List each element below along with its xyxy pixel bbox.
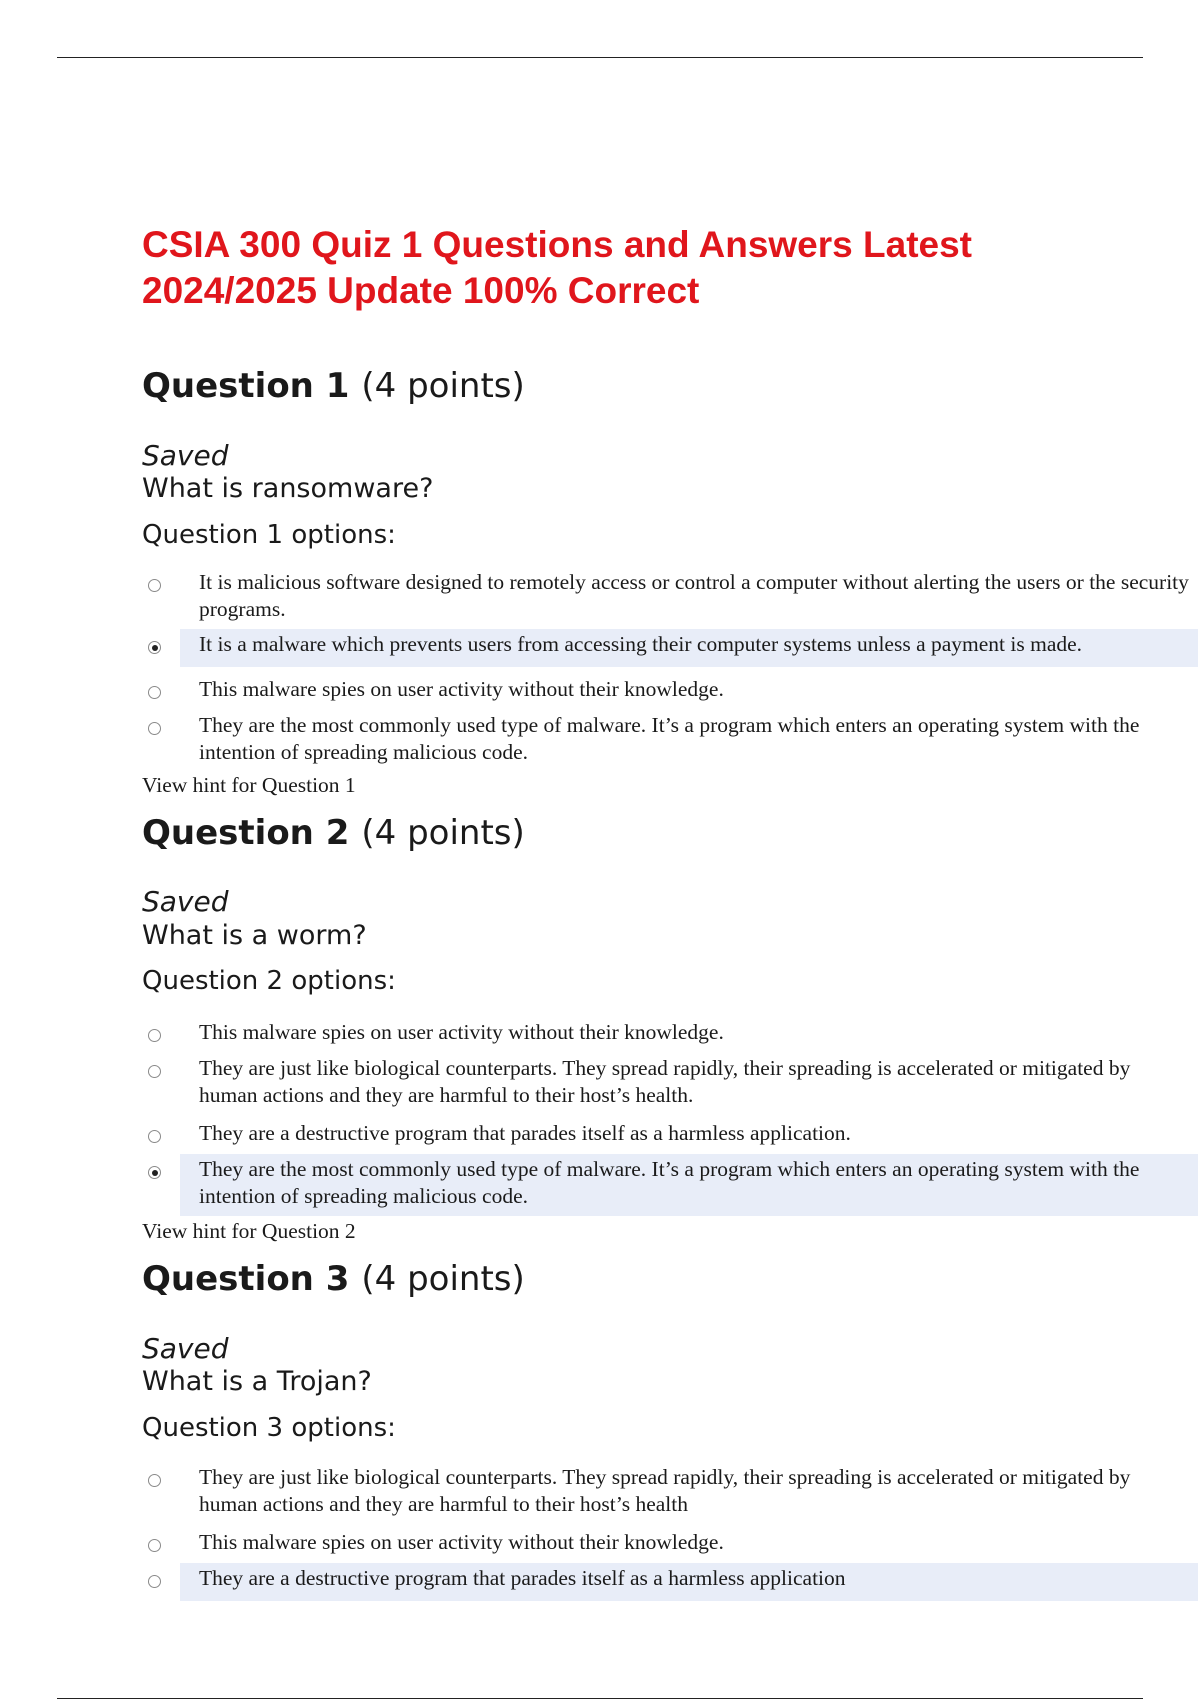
question-3-saved-status: Saved bbox=[142, 1332, 229, 1365]
radio-button[interactable] bbox=[148, 1029, 161, 1042]
question-3-option-1[interactable] bbox=[142, 1462, 1198, 1520]
option-text: It is a malware which prevents users from accessing their computer systems unless a payment is made. bbox=[199, 632, 1083, 656]
radio-cell bbox=[142, 1154, 180, 1216]
option-text: They are a destructive program that parades itself as a harmless application bbox=[199, 1566, 846, 1590]
question-1-heading bbox=[142, 366, 525, 406]
option-text: They are the most commonly used type of malware. It’s a program which enters an operating system with the intention of spreading malicious code. bbox=[199, 1157, 1140, 1208]
question-3-points: (4 points) bbox=[361, 1259, 525, 1299]
question-1-saved-status: Saved bbox=[142, 439, 229, 472]
radio-button[interactable] bbox=[148, 722, 161, 735]
question-1-option-1[interactable] bbox=[142, 567, 1198, 625]
question-3-text: What is a Trojan? bbox=[142, 1366, 372, 1397]
question-2-option-2[interactable] bbox=[142, 1053, 1198, 1111]
option-text: It is malicious software designed to remotely access or control a computer without alerting the users or the security programs. bbox=[199, 570, 1189, 621]
option-text: They are just like biological counterparts. They spread rapidly, their spreading is accelerated or mitigated by human actions and they are harmful to their host’s health bbox=[199, 1465, 1131, 1516]
question-2-saved-status: Saved bbox=[142, 885, 229, 918]
question-2-option-1[interactable] bbox=[142, 1017, 1198, 1051]
question-1-points: (4 points) bbox=[361, 366, 525, 406]
question-1-option-2[interactable] bbox=[142, 629, 1198, 667]
question-3-option-3[interactable] bbox=[142, 1563, 1198, 1601]
question-2-option-3[interactable] bbox=[142, 1118, 1198, 1152]
question-1-hint-link[interactable]: View hint for Question 1 bbox=[142, 773, 356, 797]
document-title: CSIA 300 Quiz 1 Questions and Answers Latest 2024/2025 Update 100% Correct bbox=[142, 224, 972, 311]
option-text: They are a destructive program that parades itself as a harmless application. bbox=[199, 1121, 851, 1145]
radio-button[interactable] bbox=[148, 1474, 161, 1487]
question-3-options-heading: Question 3 options: bbox=[142, 1413, 396, 1443]
radio-button[interactable] bbox=[148, 1130, 161, 1143]
radio-button[interactable] bbox=[148, 1575, 161, 1588]
question-1-option-4[interactable] bbox=[142, 710, 1198, 768]
radio-button[interactable] bbox=[148, 1065, 161, 1078]
top-rule bbox=[57, 57, 1143, 58]
bottom-rule bbox=[57, 1698, 1143, 1699]
radio-button[interactable] bbox=[148, 579, 161, 592]
question-2-label: Question 2 bbox=[142, 813, 350, 853]
option-text: They are just like biological counterparts. They spread rapidly, their spreading is accelerated or mitigated by human actions and they are harmful to their host’s health. bbox=[199, 1056, 1131, 1107]
question-3-option-2[interactable] bbox=[142, 1527, 1198, 1561]
question-1-option-3[interactable] bbox=[142, 674, 1198, 708]
question-2-hint-link[interactable]: View hint for Question 2 bbox=[142, 1219, 356, 1243]
radio-button-selected[interactable] bbox=[148, 641, 161, 654]
option-text: This malware spies on user activity without their knowledge. bbox=[199, 1530, 724, 1554]
question-2-option-4[interactable] bbox=[142, 1154, 1198, 1216]
question-3-label: Question 3 bbox=[142, 1259, 350, 1299]
question-2-text: What is a worm? bbox=[142, 920, 367, 951]
question-3-heading bbox=[142, 1259, 525, 1299]
question-1-label: Question 1 bbox=[142, 366, 350, 406]
question-2-points: (4 points) bbox=[361, 813, 525, 853]
radio-button[interactable] bbox=[148, 686, 161, 699]
question-1-options-heading: Question 1 options: bbox=[142, 520, 396, 550]
option-text: They are the most commonly used type of malware. It’s a program which enters an operating system with the intention of spreading malicious code. bbox=[199, 713, 1140, 764]
radio-button[interactable] bbox=[148, 1539, 161, 1552]
option-text: This malware spies on user activity without their knowledge. bbox=[199, 677, 724, 701]
radio-button-selected[interactable] bbox=[148, 1166, 161, 1179]
option-text: This malware spies on user activity without their knowledge. bbox=[199, 1020, 724, 1044]
question-1-text: What is ransomware? bbox=[142, 473, 434, 504]
question-2-heading bbox=[142, 813, 525, 853]
question-2-options-heading: Question 2 options: bbox=[142, 966, 396, 996]
